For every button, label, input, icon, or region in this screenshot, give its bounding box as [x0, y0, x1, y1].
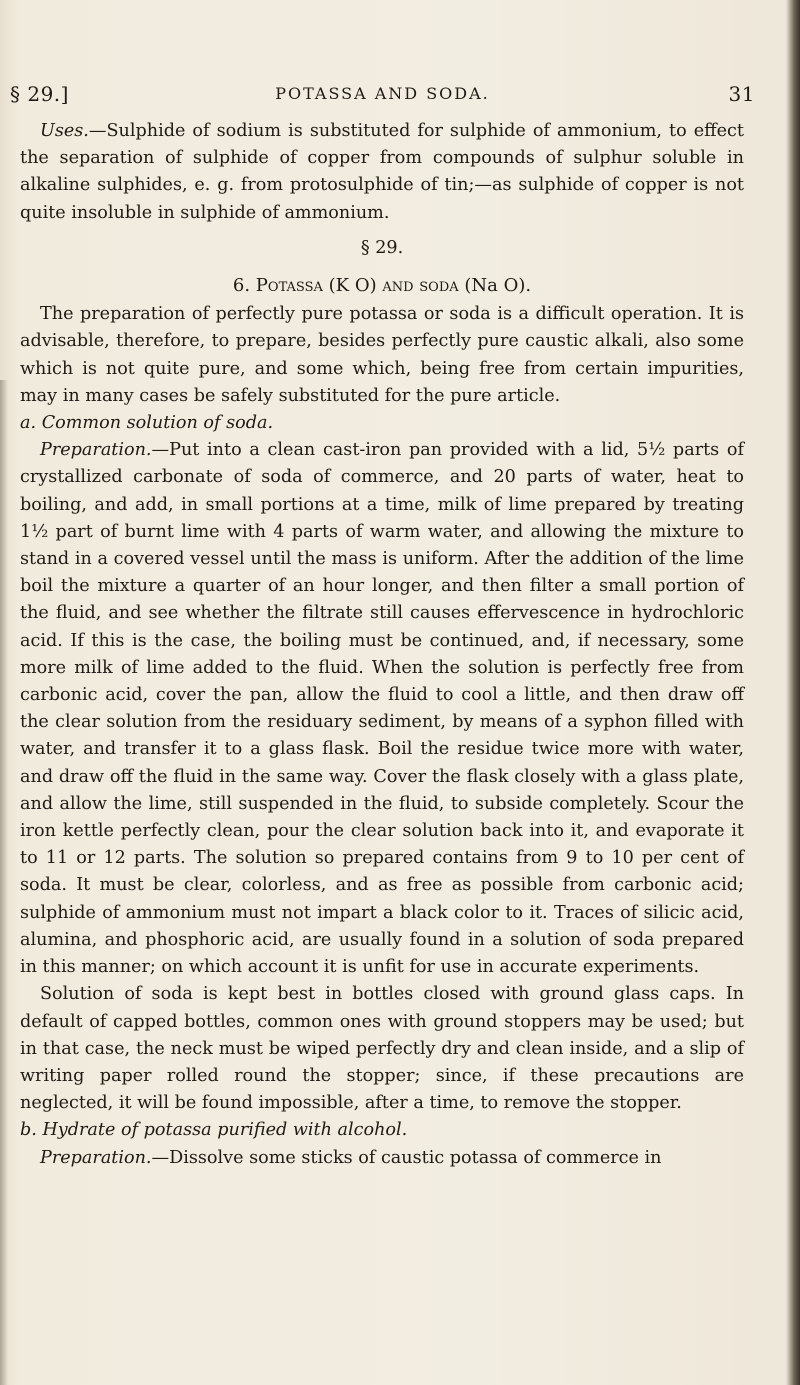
body-text: [20, 118, 744, 1172]
page-number: 31: [728, 82, 755, 106]
preparation-a-paragraph: [20, 437, 744, 981]
running-head: [10, 82, 755, 108]
header-section: § 29.]: [10, 82, 69, 106]
subsection-b-heading: [20, 1117, 744, 1144]
subsection-a-heading: [20, 410, 744, 437]
section-heading: [20, 272, 744, 299]
heading-number: 6.: [232, 275, 251, 297]
binding-shadow: [0, 380, 8, 1385]
preparation-b-label: Preparation.: [40, 1147, 152, 1168]
preparation-a-label: Preparation.: [40, 440, 152, 461]
subsection-b-letter: b.: [20, 1120, 37, 1141]
preparation-b-text: —Dissolve some sticks of caustic potassa of commerce in: [151, 1147, 662, 1168]
intro-paragraph: The preparation of perfectly pure potassa or soda is a difficult operation. It is advisable, therefore, to prepare, besides perfectly pure caustic alkali, also some which is not quite pure, and some which, being free from certain impurities, may in many cases be safely substituted for the pure article.: [20, 304, 744, 406]
subsection-a-title: Common solution of soda.: [41, 413, 274, 434]
preparation-a-text: —Put into a clean cast-iron pan provided with a lid, 5½ parts of crystallized carbonate of soda of commerce, and 20 parts of water, heat to boiling, and add, in small portions at a time, milk of lime prepared by treating 1½ part of burnt lime with 4 parts of warm water, and allowing the mixture to stand in a covered vessel until the mass is uniform. After the addition of the lime boil the mixture a quarter of an hour longer, and then filter a small portion of the fluid, and see whether the filtrate still causes effervescence in hydrochloric acid. If this is the case, the boiling must be continued, and, if necessary, some more milk of lime added to the fluid. When the solution is perfectly free from carbonic acid, cover the pan, allow the fluid to cool a little, and then draw off the clear solution from the residuary sediment, by means of a syphon filled with water, and transfer it to a glass flask. Boil the residue twice more with water, and draw off the fluid in the same way. Cover the flask closely with a glass plate, and allow the lime, still suspended in the fluid, to subside completely. Scour the iron kettle perfectly clean, pour the clear solution back into it, and evaporate it to 11 or 12 parts. The solution so prepared contains from 9 to 10 per cent of soda. It must be clear, colorless, and as free as possible from carbonic acid; sulphide of ammonium must not impart a black color to it. Traces of silicic acid, alumina, and phosphoric acid, are usually found in a solution of soda prepared in this manner; on which account it is unfit for use in accurate experiments.: [20, 440, 744, 978]
section-mark: § 29.: [360, 237, 404, 258]
heading-soda-formula: (Na O).: [464, 275, 532, 297]
preparation-b-paragraph: [20, 1145, 744, 1172]
header-title: POTASSA AND SODA.: [275, 84, 490, 103]
subsection-a-letter: a.: [20, 413, 37, 434]
storage-paragraph: Solution of soda is kept best in bottles closed with ground glass caps. In default of capped bottles, common ones with ground stoppers may be used; but in that case, the neck must be wiped perfectly dry and clean inside, and a slip of writing paper rolled round the stopper; since, if these precautions are neglected, it will be found impossible, after a time, to remove the stopper.: [20, 984, 744, 1114]
heading-potassa-formula: (K O): [328, 275, 377, 297]
subsection-b-title: Hydrate of potassa purified with alcohol.: [42, 1120, 408, 1141]
heading-potassa: Potassa: [255, 275, 323, 297]
page-edge: [786, 0, 800, 1385]
uses-text: —Sulphide of sodium is substituted for sulphide of ammonium, to effect the separation of sulphide of copper from compounds of sulphur soluble in alkaline sulphides, e. g. from protosulphide of tin;—as sulphide of copper is not quite insoluble in sulphide of ammonium.: [20, 121, 744, 223]
uses-label: Uses.: [40, 121, 89, 141]
heading-and-soda: and soda: [382, 275, 459, 297]
uses-paragraph: [20, 118, 744, 227]
